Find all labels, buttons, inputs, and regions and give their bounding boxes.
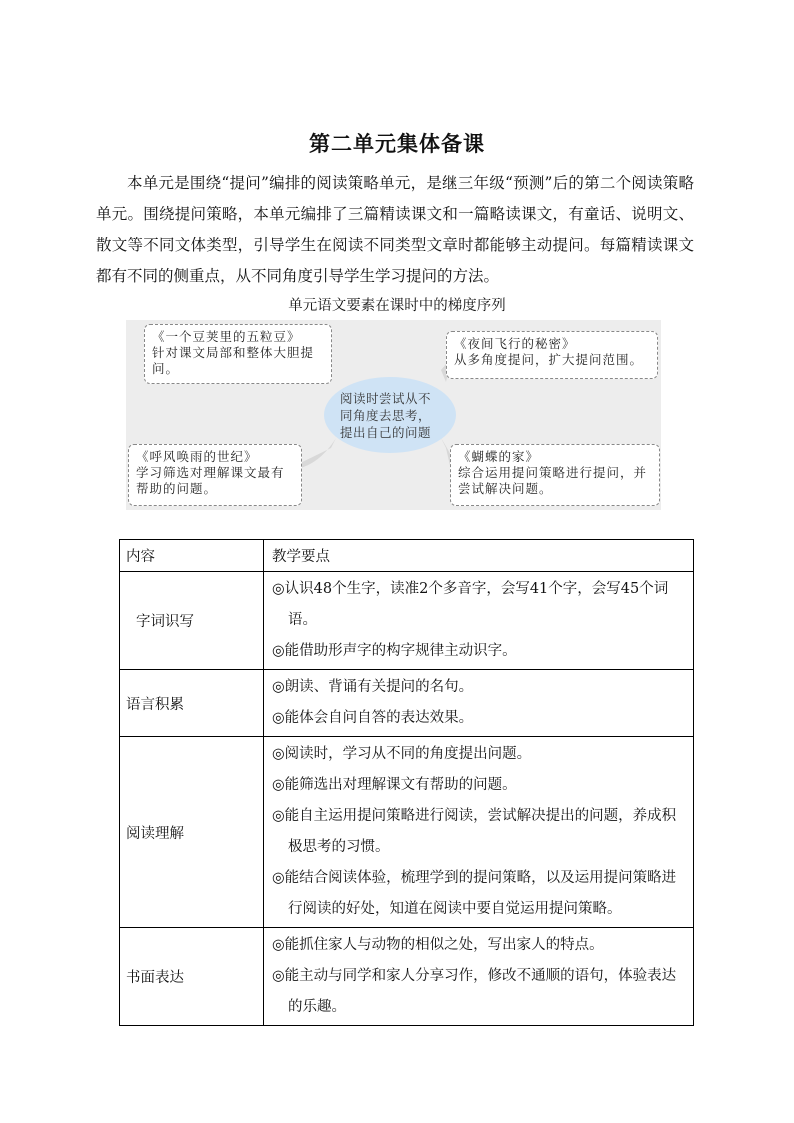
row-label: 字词识写 bbox=[120, 572, 264, 670]
row-points bbox=[264, 928, 694, 1026]
lesson-title: 《夜间飞行的秘密》 bbox=[454, 336, 576, 351]
teaching-point: ◎能借助形声字的构字规律主动识字。 bbox=[272, 643, 517, 659]
table-row bbox=[120, 572, 694, 670]
lesson-title: 《蝴蝶的家》 bbox=[458, 449, 540, 464]
lesson-desc: 综合运用提问策略进行提问，并尝试解决问题。 bbox=[458, 465, 648, 496]
teaching-point: ◎能主动与同学和家人分享习作，修改不通顺的语句，体验表达的乐趣。 bbox=[272, 968, 677, 1015]
teaching-point: ◎能自主运用提问策略进行阅读，尝试解决提出的问题，养成积极思考的习惯。 bbox=[272, 808, 677, 855]
teaching-point: ◎能抓住家人与动物的相似之处，写出家人的特点。 bbox=[272, 937, 604, 953]
row-label: 语言积累 bbox=[120, 670, 264, 737]
row-label: 阅读理解 bbox=[120, 737, 264, 928]
table-header: 内容 bbox=[120, 540, 264, 572]
lesson-desc: 学习筛选对理解课文最有帮助的问题。 bbox=[136, 465, 285, 496]
lesson-desc: 针对课文局部和整体大胆提问。 bbox=[152, 345, 315, 376]
lesson-title: 《呼风唤雨的世纪》 bbox=[136, 449, 258, 464]
teaching-point: ◎能体会自问自答的表达效果。 bbox=[272, 710, 474, 726]
lesson-title: 《一个豆荚里的五粒豆》 bbox=[152, 329, 301, 344]
row-points bbox=[264, 737, 694, 928]
page-title: 第二单元集体备课 bbox=[309, 131, 485, 156]
lesson-bubble-1 bbox=[144, 324, 332, 384]
teaching-point: ◎阅读时，学习从不同的角度提出问题。 bbox=[272, 746, 532, 762]
table-row bbox=[120, 670, 694, 737]
row-points bbox=[264, 572, 694, 670]
teaching-point: ◎能筛选出对理解课文有帮助的问题。 bbox=[272, 777, 517, 793]
teaching-point: ◎能结合阅读体验，梳理学到的提问策略，以及运用提问策略进行阅读的好处，知道在阅读中要自觉运用提问策略。 bbox=[272, 870, 677, 917]
table-row bbox=[120, 737, 694, 928]
table-row bbox=[120, 928, 694, 1026]
teaching-points-table bbox=[119, 539, 694, 1026]
row-points bbox=[264, 670, 694, 737]
row-label: 书面表达 bbox=[120, 928, 264, 1026]
teaching-point: ◎朗读、背诵有关提问的名句。 bbox=[272, 679, 474, 695]
lesson-bubble-3 bbox=[128, 444, 302, 506]
table-header: 教学要点 bbox=[264, 540, 694, 572]
concept-diagram bbox=[126, 320, 661, 510]
lesson-desc: 从多角度提问，扩大提问范围。 bbox=[454, 352, 644, 367]
lesson-bubble-4 bbox=[450, 444, 660, 506]
diagram-caption: 单元语文要素在课时中的梯度序列 bbox=[288, 298, 506, 314]
lesson-bubble-2 bbox=[446, 331, 658, 379]
table-header-row bbox=[120, 540, 694, 572]
intro-paragraph: 本单元是围绕“提问”编排的阅读策略单元，是继三年级“预测”后的第二个阅读策略单元。围绕提问策略，本单元编排了三篇精读课文和一篇略读课文，有童话、说明文、散文等不同文体类型，引导学生在阅读不同类型文章时都能够主动提问。每篇精读课文都有不同的侧重点，从不同角度引导学生学习提问的方法。 bbox=[96, 174, 694, 285]
center-concept: 阅读时尝试从不同角度去思考，提出自己的问题 bbox=[340, 391, 432, 440]
teaching-point: ◎认识48个生字，读准2个多音字，会写41个字，会写45个词语。 bbox=[272, 581, 669, 628]
